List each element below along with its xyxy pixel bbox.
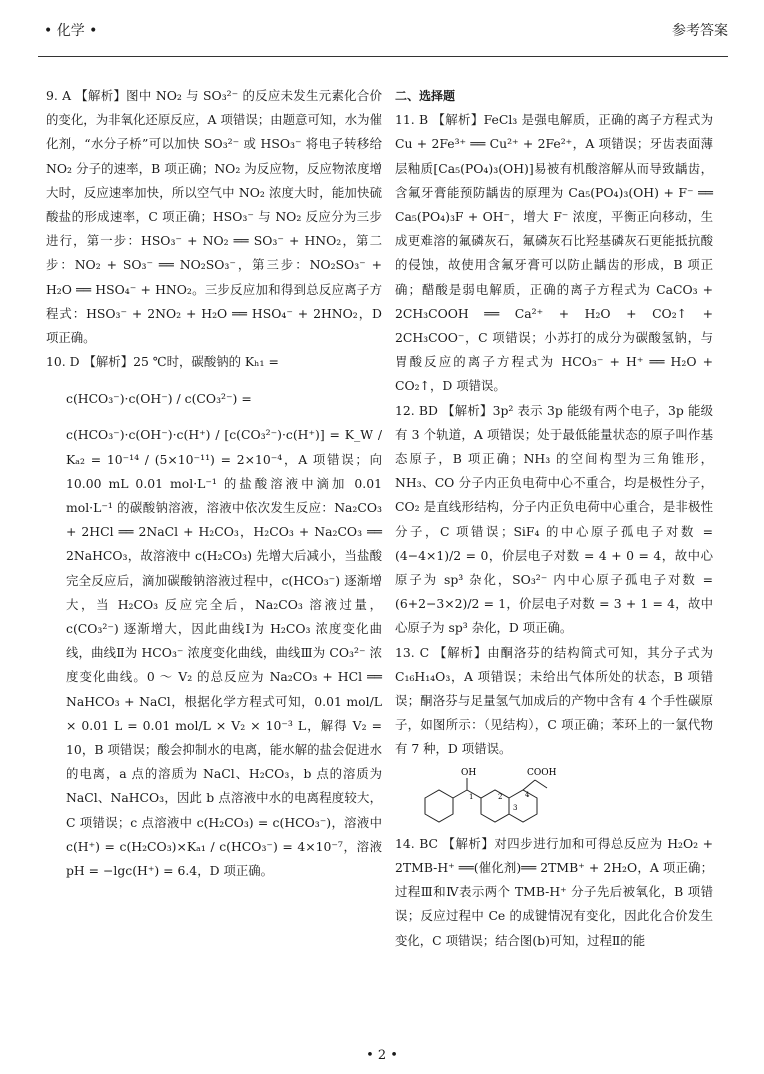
page-header xyxy=(38,20,728,44)
answer-11: 11. B 【解析】FeCl₃ 是强电解质，正确的离子方程式为 Cu + 2Fe³⁺ ══ Cu²⁺ + 2Fe²⁺，A 项错误；牙齿表面薄层釉质[Ca₅(PO₄)₃(OH)]易被有机酸溶解从而导致龋齿，含氟牙膏能预防龋齿的原理为 Ca₅(PO₄)₃(OH) + F⁻ ══ Ca₅(PO₄)₃F + OH⁻，增大 F⁻ 浓度，平衡正向移动，生成更难溶的氟磷灰石，氟磷灰石比羟基磷灰石更能抵抗酸的侵蚀，故使用含氟牙膏可以防止龋齿的形成，B 项正确；醋酸是弱电解质，正确的离子方程式为 CaCO₃ + 2CH₃COOH ══ Ca²⁺ + H₂O + CO₂↑ + 2CH₃COO⁻，C 项错误；小苏打的成分为碳酸氢钠，与胃酸反应的离子方程式为 HCO₃⁻ + H⁺ ══ H₂O + CO₂↑，D 项错误。 xyxy=(395,112,713,394)
section-title: 二、选择题 xyxy=(395,89,456,103)
answer-14: 14. BC 【解析】对四步进行加和可得总反应为 H₂O₂ + 2TMB-H⁺ ══(催化剂)══ 2TMB⁺ + 2H₂O，A 项正确；过程Ⅲ和Ⅳ表示两个 TMB-H⁺ 分子先后被氧化，B 项错误；反应过程中 Ce 的成键情况有变化，因此化合价发生变化，C 项错误；结合图(b)可知，过程Ⅱ的能 xyxy=(395,835,713,948)
page-number: • 2 • xyxy=(366,1048,398,1063)
answer-10-body: c(HCO₃⁻)·c(OH⁻)·c(H⁺) / [c(CO₃²⁻)·c(H⁺)] = K_W / Kₐ₂ = 10⁻¹⁴ / (5×10⁻¹¹) = 2×10⁻⁴，A 项错误；向 10.00 mL 0.01 mol·L⁻¹ 的盐酸溶液中滴加 0.01 mol·L⁻¹ 的碳酸钠溶液，溶液中依次发生反应：Na₂CO₃ + 2HCl ══ 2NaCl + H₂CO₃，H₂CO₃ + Na₂CO₃ ══ 2NaHCO₃，故溶液中 c(H₂CO₃) 先增大后减小，当盐酸完全反应后，滴加碳酸钠溶液过程中，c(HCO₃⁻) 逐渐增大，当 H₂CO₃ 反应完全后，Na₂CO₃ 溶液过量，c(CO₃²⁻) 逐渐增大，因此曲线Ⅰ为 H₂CO₃ 浓度变化曲线，曲线Ⅱ为 HCO₃⁻ 浓度变化曲线，曲线Ⅲ为 CO₃²⁻ 浓度变化曲线。0 ～ V₂ 的总反应为 Na₂CO₃ + HCl ══ NaHCO₃ + NaCl，根据化学方程式可知，0.01 mol/L × 0.01 L = 0.01 mol/L × V₂ × 10⁻³ L，解得 V₂ = 10，B 项错误；酸会抑制水的电离，能水解的盐会促进水的电离，a 点的溶质为 NaCl、H₂CO₃，b 点的溶质为 NaCl、NaHCO₃，因此 b 点溶液中水的电离程度较大，C 项错误；c 点溶液中 c(H₂CO₃) = c(HCO₃⁻)，溶液中 c(H⁺) = c(H₂CO₃)×Kₐ₁ / c(HCO₃⁻) = 4×10⁻⁷，溶液 pH = −lgc(H⁺) = 6.4，D 项正确。 xyxy=(66,427,382,879)
right-column xyxy=(395,84,713,953)
answer-10-formula-1: c(HCO₃⁻)·c(OH⁻) / c(CO₃²⁻) = xyxy=(66,390,252,406)
chiral-mark-2: 2 xyxy=(498,792,503,801)
oh-label: OH xyxy=(461,767,477,778)
chiral-mark-4: 4 xyxy=(525,790,530,799)
header-divider xyxy=(38,56,728,57)
answer-9: 9. A 【解析】图中 NO₂ 与 SO₃²⁻ 的反应未发生元素化合价的变化，为非氧化还原反应，A 项错误；由题意可知，水为催化剂，“水分子桥”可以加快 SO₃²⁻ 或 HSO₃⁻ 将电子转移给 NO₂ 分子的速率，B 项正确；NO₂ 为反应物，反应物浓度增大时，反应速率加快，所以空气中 NO₂ 浓度大时，能加快硫酸盐的形成速率，C 项正确；HSO₃⁻ 与 NO₂ 反应分为三步进行，第一步：HSO₃⁻ + NO₂ ══ SO₃⁻ + HNO₂，第二步：NO₂ + SO₃⁻ ══ NO₂SO₃⁻，第三步：NO₂SO₃⁻ + H₂O ══ HSO₄⁻ + HNO₂。三步反应加和得到总反应离子方程式：HSO₃⁻ + 2NO₂ + H₂O ══ HSO₄⁻ + 2HNO₂，D 项正确。 xyxy=(46,88,382,346)
subject-label: • 化学 • xyxy=(44,23,98,39)
answer-13: 13. C 【解析】由酮洛芬的结构简式可知，其分子式为 C₁₆H₁₄O₃，A 项错误；未给出气体所处的状态，B 项错误；酮洛芬与足量氢气加成后的产物中含有 4 个手性碳原子，如图所示：（见结构），C 项正确；苯环上的一氯代物有 7 种，D 项错误。 xyxy=(395,644,713,757)
header-title: 参考答案 xyxy=(672,23,728,39)
answer-12: 12. BD 【解析】3p² 表示 3p 能级有两个电子，3p 能级有 3 个轨道，A 项错误；处于最低能量状态的原子叫作基态原子，B 项正确；NH₃ 的空间构型为三角锥形，NH₃、CO 分子内正负电荷中心不重合，均是极性分子，CO₂ 是直线形结构，分子内正负电荷中心重合，是非极性分子，C 项错误；SiF₄ 的中心原子孤电子对数 = (4−4×1)/2 = 0，价层电子对数 = 4 + 0 = 4，故中心原子为 sp³ 杂化，SO₃²⁻ 内中心原子孤电子对数 = (6+2−3×2)/2 = 1，价层电子对数 = 3 + 1 = 4，故中心原子为 sp³ 杂化，D 项正确。 xyxy=(395,402,713,636)
chiral-structure-diagram xyxy=(415,764,575,826)
left-column xyxy=(46,84,382,896)
chiral-mark-1: 1 xyxy=(469,792,474,801)
answer-10: 10. D 【解析】25 ℃时，碳酸钠的 Kₕ₁ = xyxy=(46,354,279,370)
cooh-label: COOH xyxy=(527,767,557,778)
chiral-mark-3: 3 xyxy=(513,803,518,812)
